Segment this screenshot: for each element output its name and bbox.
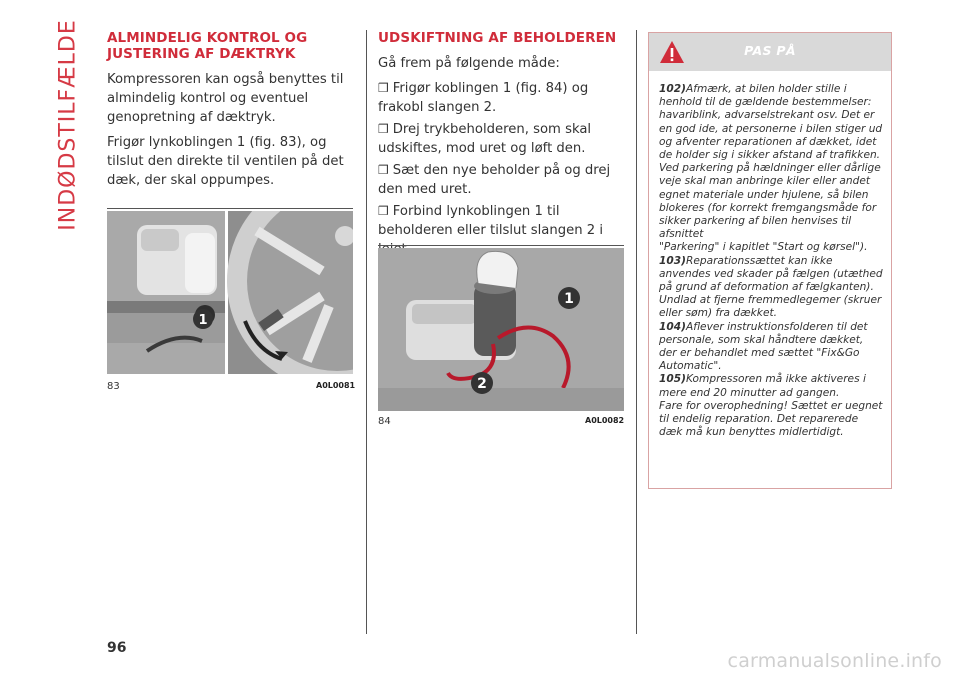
warning-item: 104)Aflever instruktionsfolderen til det personale, som skal håndtere dækket, der er behandlet med sættet "Fix&Go Automatic". bbox=[659, 320, 868, 373]
paragraph: Kompressoren kan også benyttes til almindelig kontrol og eventuel genopretning af dæktryk. bbox=[107, 72, 344, 125]
figure-rule bbox=[378, 245, 624, 246]
callout-1-label: 1 bbox=[198, 313, 208, 328]
figure-rule bbox=[107, 208, 353, 209]
warning-item: Fare for overophedning! Sættet er uegnet til endelig reparation. Det reparerede dæk må kun benyttes midlertidigt. bbox=[659, 399, 883, 439]
paragraph: Frigør lynkoblingen 1 (fig. 83), og tilslut den direkte til ventilen på det dæk, der skal oppumpes. bbox=[107, 135, 344, 188]
bullet-icon: ❒ bbox=[378, 204, 389, 218]
column-divider bbox=[366, 30, 367, 634]
figure-number: 83 bbox=[107, 381, 120, 392]
watermark: carmanualsonline.info bbox=[727, 650, 942, 672]
callout-2 bbox=[470, 371, 494, 399]
bullet-icon: ❒ bbox=[378, 163, 389, 177]
bullet-icon: ❒ bbox=[378, 122, 389, 136]
chapter-title: INDØDSTILFÆLDE bbox=[55, 19, 81, 231]
callout-1 bbox=[557, 286, 581, 314]
warning-item: "Parkering" i kapitlet "Start og kørsel"). bbox=[659, 241, 868, 254]
callout-1-label: 1 bbox=[564, 291, 574, 307]
step-item: ❒ Frigør koblingen 1 (fig. 84) og frakobl slangen 2. bbox=[378, 81, 589, 115]
figure-code: A0L0082 bbox=[585, 416, 625, 425]
section-heading-replace-container: UDSKIFTNING AF BEHOLDEREN bbox=[378, 30, 617, 46]
step-item: ❒ Forbind lynkoblingen 1 til beholderen eller tilslut slangen 2 i bbox=[378, 204, 604, 238]
warning-item: 102)Afmærk, at bilen holder stille i henhold til de gældende bestemmelser: havariblink, advarselstrekant osv. Det er en god ide, at personerne i bilen stiger ud og afventer reparationen af dækket, idet de holder sig i sikker afstand af trafikken. Ved parkering på hældninger eller dårlige veje skal man anbringe kiler eller andet egnet materiale under hjulene, så bilen blokeres (for korrekt fremgangsmåde for sikker parkering af bilen henvises til afsnittet bbox=[659, 83, 883, 241]
figure-number: 84 bbox=[378, 416, 391, 427]
bullet-icon: ❒ bbox=[378, 81, 389, 95]
callout-1 bbox=[192, 308, 214, 334]
column-divider bbox=[636, 30, 637, 634]
figure-83-image bbox=[107, 211, 353, 374]
callout-2-label: 2 bbox=[477, 376, 487, 392]
figure-84-image bbox=[378, 248, 624, 411]
intro-text: Gå frem på følgende måde: bbox=[378, 56, 560, 71]
section-heading-pressure-check: ALMINDELIG KONTROL OG JUSTERING AF DÆKTRYK bbox=[107, 30, 308, 62]
warning-box bbox=[648, 32, 892, 489]
warning-title: PAS PÅ bbox=[744, 43, 796, 58]
step-item: ❒ Sæt den nye beholder på og drej den med uret. bbox=[378, 163, 611, 197]
warning-body bbox=[659, 83, 883, 439]
column-1 bbox=[107, 30, 353, 196]
step-item: ❒ Drej trykbeholderen, som skal udskiftes, mod uret og løft den. bbox=[378, 122, 592, 156]
warning-item: 105)Kompressoren må ikke aktiveres i mere end 20 minutter ad gangen. bbox=[659, 373, 866, 399]
column-2 bbox=[378, 30, 624, 262]
warning-item: 103)Reparationssættet kan ikke anvendes ved skader på fælgen (utæthed på grund af deformation af fælgkanten). Undlad at fjerne fremmedlegemer (skruer eller søm) fra dækket. bbox=[659, 254, 883, 320]
page-number: 96 bbox=[107, 640, 127, 656]
chapter-side-tab bbox=[55, 19, 81, 231]
warning-header bbox=[649, 33, 891, 71]
figure-code: A0L0081 bbox=[316, 381, 356, 390]
